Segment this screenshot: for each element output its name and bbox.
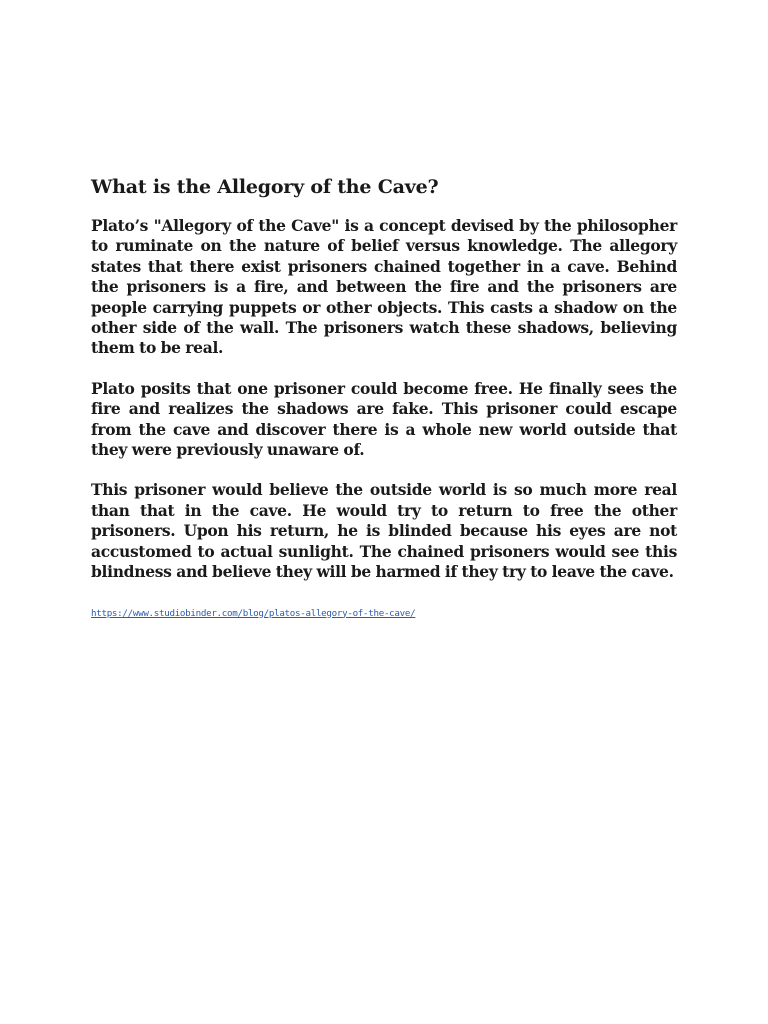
paragraph-return: This prisoner would believe the outside world is so much more real than that in the cave. He would try to return to free the other prisoners. Upon his return, he is blinded because his eyes are not accustomed to actual sunlight. The chained prisoners would see this blindness and believe they will be harmed if they try to leave the cave. [91, 480, 677, 582]
document-page [91, 174, 677, 621]
paragraph-escape: Plato posits that one prisoner could become free. He finally sees the fire and realizes the shadows are fake. This prisoner could escape from the cave and discover there is a whole new world outside that they were previously unaware of. [91, 378, 677, 460]
paragraph-intro: Plato’s "Allegory of the Cave" is a concept devised by the philosopher to ruminate on the nature of belief versus knowledge. The allegory states that there exist prisoners chained together in a cave. Behind the prisoners is a fire, and between the fire and the prisoners are people carrying puppets or other objects. This casts a shadow on the other side of the wall. The prisoners watch these shadows, believing them to be real. [91, 216, 677, 358]
source-link[interactable]: https://www.studiobinder.com/blog/platos-allegory-of-the-cave/ [91, 607, 416, 619]
document-title: What is the Allegory of the Cave? [91, 176, 439, 198]
